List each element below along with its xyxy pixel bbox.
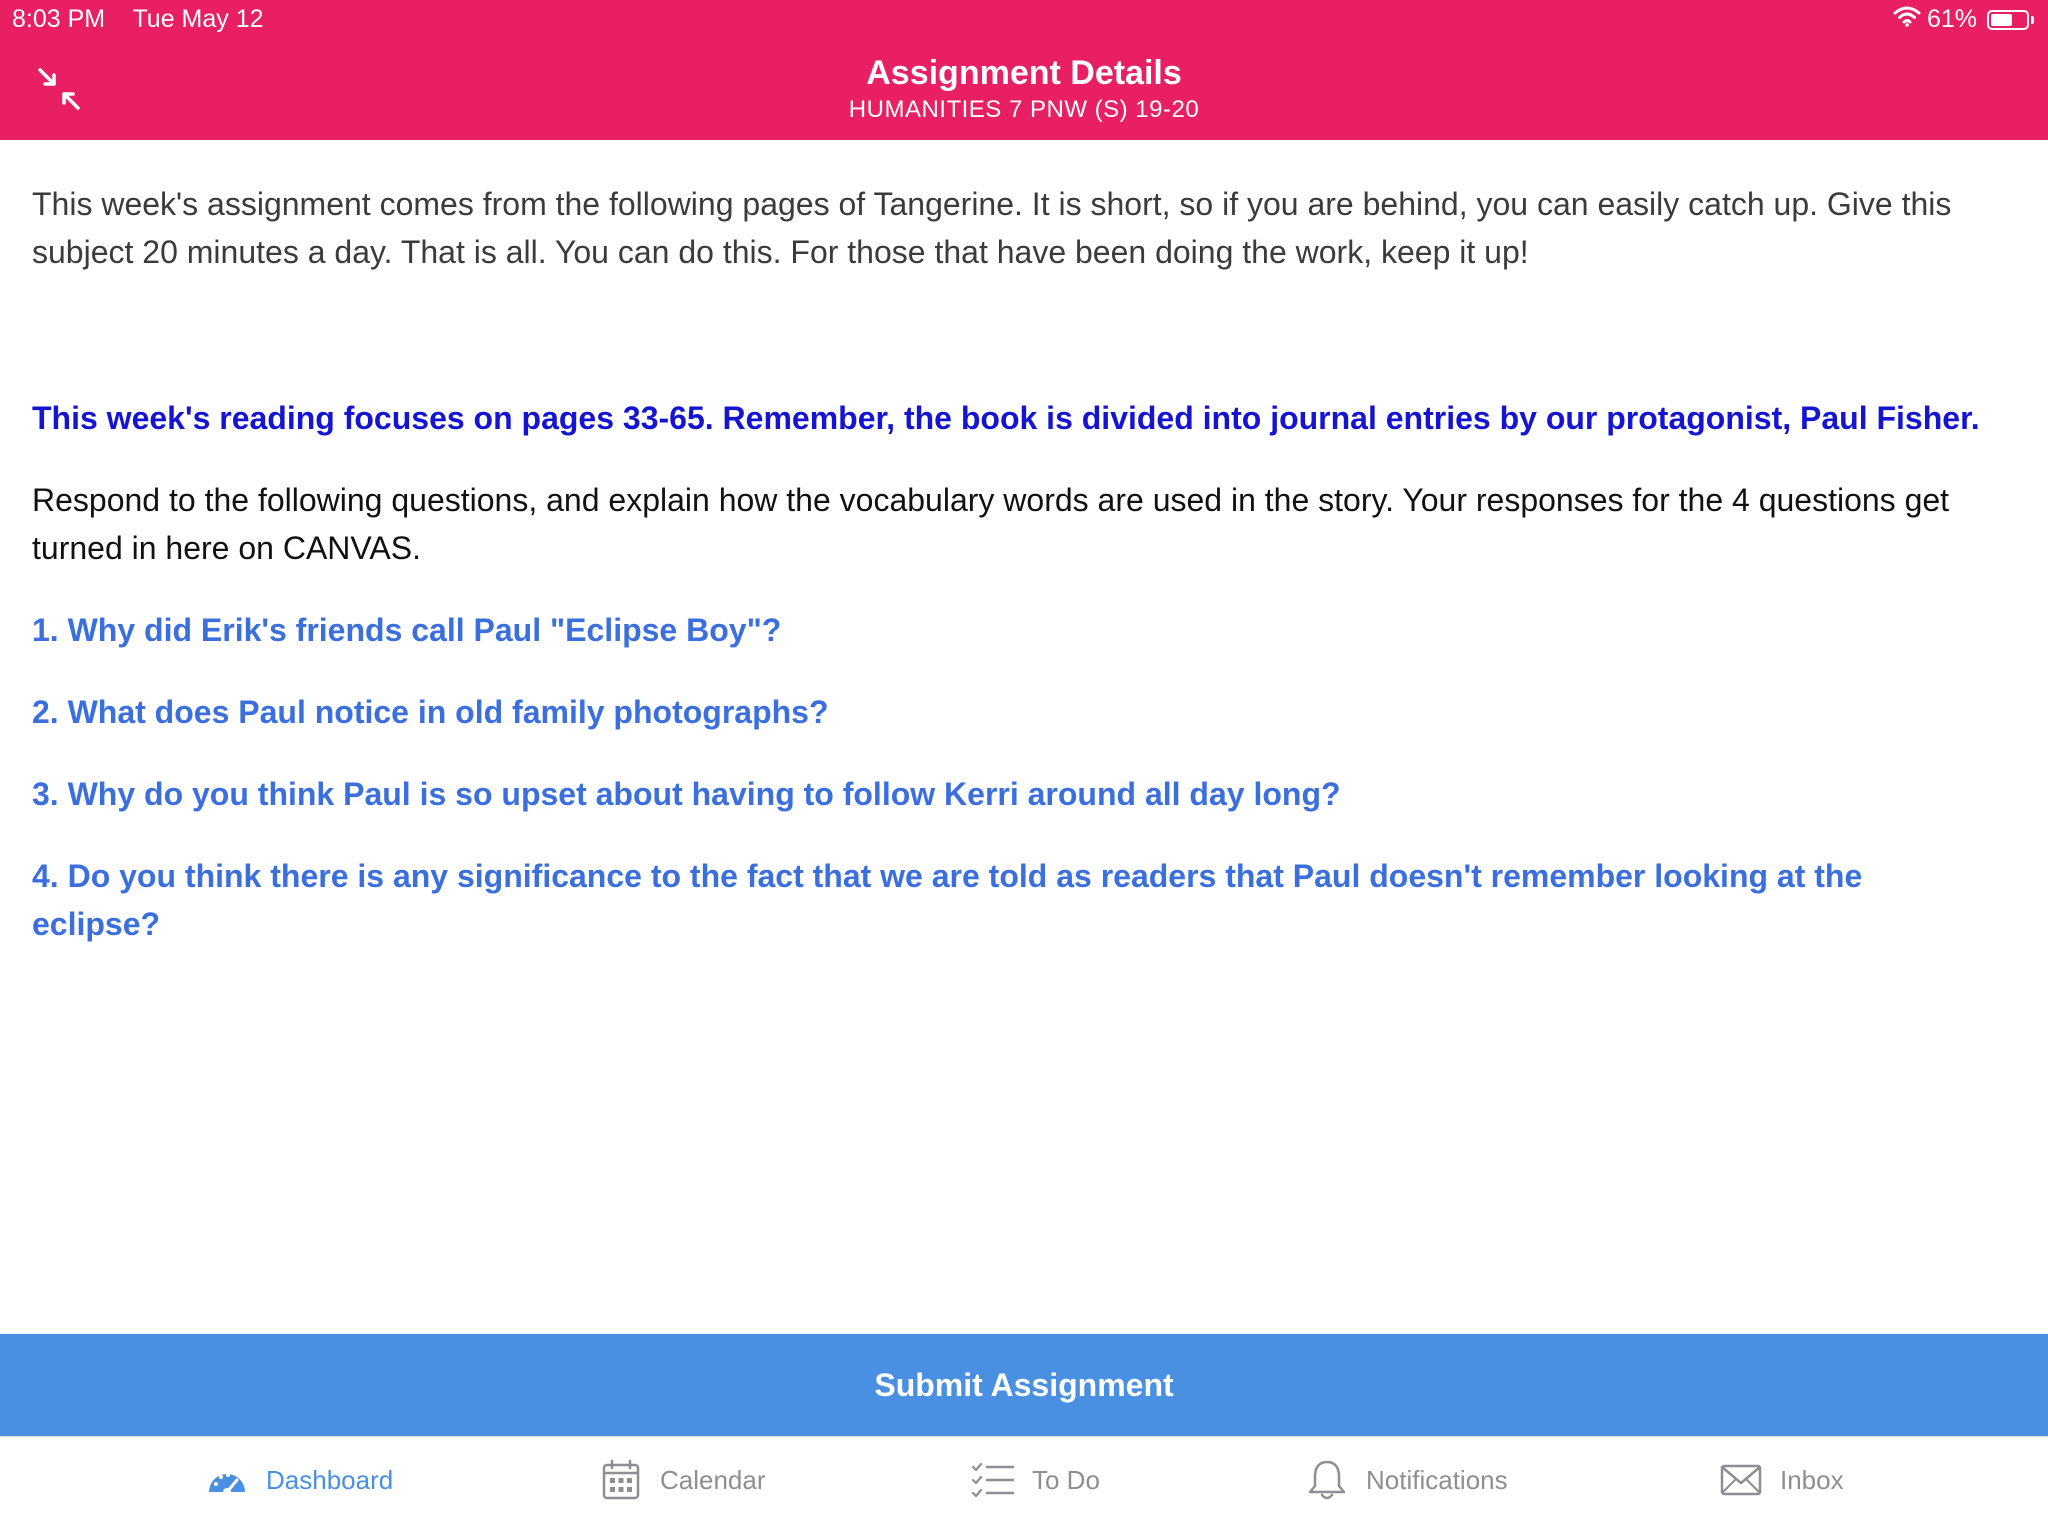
app-header — [0, 0, 2048, 140]
todo-list-icon — [972, 1459, 1014, 1501]
envelope-icon — [1720, 1459, 1762, 1501]
tab-label: Inbox — [1780, 1464, 1844, 1495]
battery-level-fill — [1991, 14, 2012, 26]
tab-todo[interactable] — [972, 1459, 1100, 1501]
status-time: 8:03 PM — [12, 5, 106, 33]
question-4: 4. Do you think there is any significance to the fact that we are told as readers that Paul doesn't remember looking at the eclipse? — [32, 858, 1863, 942]
submit-assignment-button[interactable]: Submit Assignment — [0, 1334, 2048, 1436]
tab-label: To Do — [1032, 1464, 1100, 1495]
tab-calendar[interactable] — [600, 1459, 766, 1501]
tab-label: Calendar — [660, 1464, 766, 1495]
tab-inbox[interactable] — [1720, 1459, 1844, 1501]
course-subtitle: HUMANITIES 7 PNW (S) 19-20 — [848, 96, 1200, 123]
tab-notifications[interactable] — [1306, 1459, 1508, 1501]
battery-icon — [1987, 10, 2029, 30]
dashboard-icon — [206, 1459, 248, 1501]
battery-percent: 61% — [1926, 5, 1977, 33]
tab-label: Dashboard — [266, 1464, 394, 1495]
page-title: Assignment Details — [866, 54, 1182, 92]
bell-icon — [1306, 1459, 1348, 1501]
status-bar-indicators — [1893, 5, 2034, 34]
question-2: 2. What does Paul notice in old family photographs? — [32, 694, 829, 730]
tab-dashboard[interactable] — [206, 1459, 393, 1501]
tab-bar — [0, 1436, 2048, 1536]
reading-focus: This week's reading focuses on pages 33-65. Remember, the book is divided into journal entries by our protagonist, Paul Fisher. — [32, 400, 1980, 436]
status-bar-time-date — [12, 5, 264, 34]
tab-label: Notifications — [1366, 1464, 1508, 1495]
wifi-icon — [1893, 5, 1921, 34]
question-3: 3. Why do you think Paul is so upset about having to follow Kerri around all day long? — [32, 776, 1341, 812]
assignment-intro: This week's assignment comes from the following pages of Tangerine. It is short, so if you are behind, you can easily catch up. Give this subject 20 minutes a day. That is all. You can do this. For those that have been doing the work, keep it up! — [32, 186, 1952, 270]
status-date: Tue May 12 — [132, 5, 264, 33]
assignment-instructions: Respond to the following questions, and explain how the vocabulary words are used in the story. Your responses for the 4 questions get turned in here on CANVAS. — [32, 482, 1950, 566]
calendar-icon — [600, 1459, 642, 1501]
question-1: 1. Why did Erik's friends call Paul "Eclipse Boy"? — [32, 612, 782, 648]
assignment-description — [32, 180, 1992, 948]
battery-tip — [2031, 16, 2034, 24]
